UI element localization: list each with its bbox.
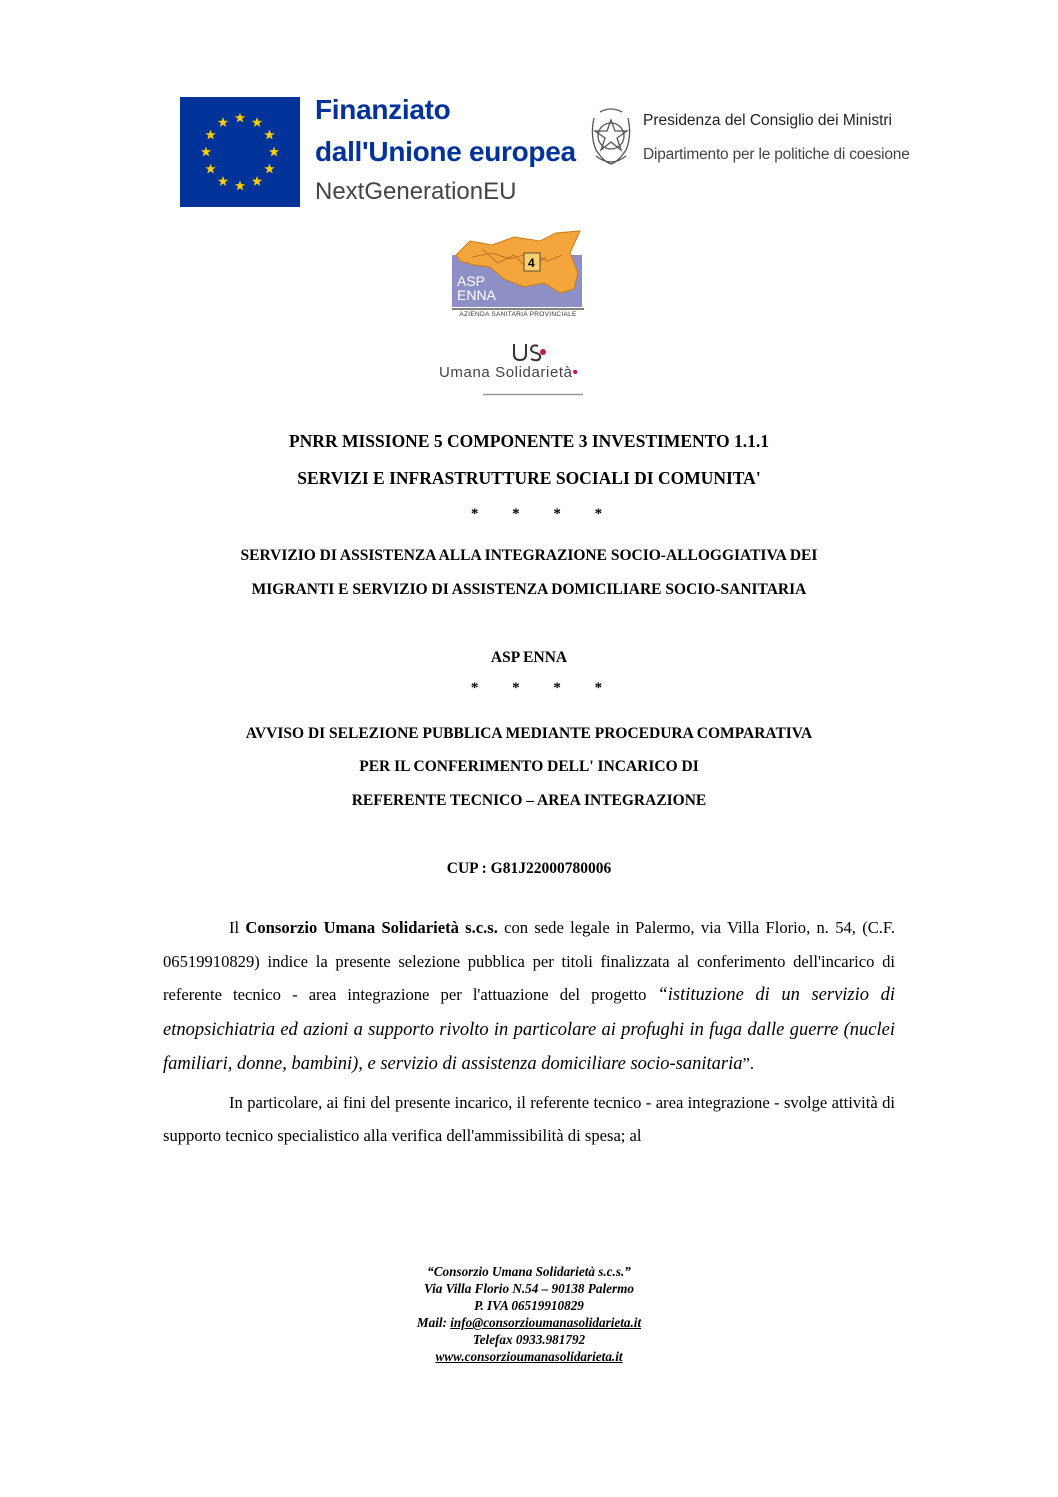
paragraph-2: In particolare, ai fini del presente incarico, il referente tecnico - area integrazione - svolge attività di supporto tecnico specialistico alla verifica dell'ammissibilità di spesa; al	[163, 1092, 895, 1145]
p1-organization: Consorzio Umana Solidarietà s.c.s.	[245, 918, 498, 937]
eu-star	[252, 176, 262, 186]
p1-text: con sede legale in Palermo, via Villa Florio, n. 54, (C.F. 06519910829) indice la presente selezione pubblica per titoli finalizzata al conferimento dell'incarico di referente tecnico - area integrazione per l'attuazione del progetto	[163, 918, 895, 1004]
heading-service-line2: MIGRANTI E SERVIZIO DI ASSISTENZA DOMICILIARE SOCIO-SANITARIA	[251, 581, 807, 598]
presidenza-department: Dipartimento per le politiche di coesione	[643, 146, 910, 163]
asp-logo-text	[457, 274, 496, 302]
eu-star	[218, 117, 228, 127]
eu-next-generation: NextGenerationEU	[315, 178, 517, 205]
p1-lead: Il	[229, 918, 246, 937]
eu-star	[252, 117, 262, 127]
asp-logo-line2: ENNA	[457, 287, 496, 303]
asp-logo-subtitle: AZIENDA SANITARIA PROVINCIALE	[459, 311, 577, 318]
footer-mail-label: Mail:	[416, 1315, 451, 1330]
separator-2: * * * *	[470, 680, 618, 696]
italian-emblem-icon	[586, 106, 636, 168]
paragraph-1	[163, 911, 895, 1082]
footer-mail-line	[0, 1314, 1058, 1331]
eu-star	[235, 113, 245, 123]
heading-entity: ASP ENNA	[490, 649, 568, 666]
heading-notice-line3: REFERENTE TECNICO – AREA INTEGRAZIONE	[351, 792, 707, 809]
footer-mail-link[interactable]: info@consorzioumanasolidarieta.it	[450, 1315, 642, 1330]
heading-notice-line2: PER IL CONFERIMENTO DELL' INCARICO DI	[359, 758, 699, 775]
footer-piva: P. IVA 06519910829	[474, 1298, 584, 1313]
umana-solidarieta-logo-icon	[508, 340, 548, 364]
umana-solidarieta-name-text: Umana Solidarietà	[439, 364, 573, 381]
eu-star	[235, 181, 245, 191]
umana-solidarieta-name: Umana Solidarietà•	[439, 364, 579, 381]
footer-website-link[interactable]: www.consorzioumanasolidarieta.it	[435, 1349, 623, 1364]
svg-text:4: 4	[528, 256, 535, 270]
eu-funded-line2: dall'Unione europea	[315, 136, 576, 167]
cup-code: CUP : G81J22000780006	[446, 860, 612, 877]
eu-star	[205, 164, 215, 174]
heading-program: PNRR MISSIONE 5 COMPONENTE 3 INVESTIMENTO 1.1.1	[288, 431, 769, 451]
heading-service-line1: SERVIZIO DI ASSISTENZA ALLA INTEGRAZIONE SOCIO-ALLOGGIATIVA DEI	[240, 547, 818, 564]
footer	[0, 1263, 1058, 1365]
eu-star	[264, 130, 274, 140]
body-text	[163, 911, 895, 1153]
eu-star	[201, 147, 211, 157]
footer-address: Via Villa Florio N.54 – 90138 Palermo	[424, 1281, 634, 1296]
heading-services: SERVIZI E INFRASTRUTTURE SOCIALI DI COMUNITA'	[297, 468, 761, 488]
eu-star	[218, 176, 228, 186]
footer-phone: Telefax 0933.981792	[472, 1332, 586, 1347]
asp-logo-line1: ASP	[457, 273, 486, 289]
eu-star	[205, 130, 215, 140]
eu-star	[269, 147, 279, 157]
separator-1: * * * *	[470, 506, 618, 522]
umana-logo-underline	[483, 383, 583, 386]
heading-notice-line1: AVVISO DI SELEZIONE PUBBLICA MEDIANTE PROCEDURA COMPARATIVA	[245, 725, 813, 742]
project-title: “istituzione di un servizio di etnopsichiatria ed azioni a supporto rivolto in particolare ai profughi in fuga dalle guerre (nuclei familiari, donne, bambini), e servizio di assistenza domiciliare socio-sanitaria	[163, 985, 895, 1074]
footer-org: “Consorzio Umana Solidarietà s.c.s.”	[427, 1264, 631, 1279]
p1-end: ”.	[742, 1054, 754, 1073]
eu-funded-line1: Finanziato	[315, 94, 451, 125]
presidenza-title: Presidenza del Consiglio dei Ministri	[643, 112, 892, 129]
eu-flag-icon	[180, 97, 300, 207]
eu-star	[264, 164, 274, 174]
